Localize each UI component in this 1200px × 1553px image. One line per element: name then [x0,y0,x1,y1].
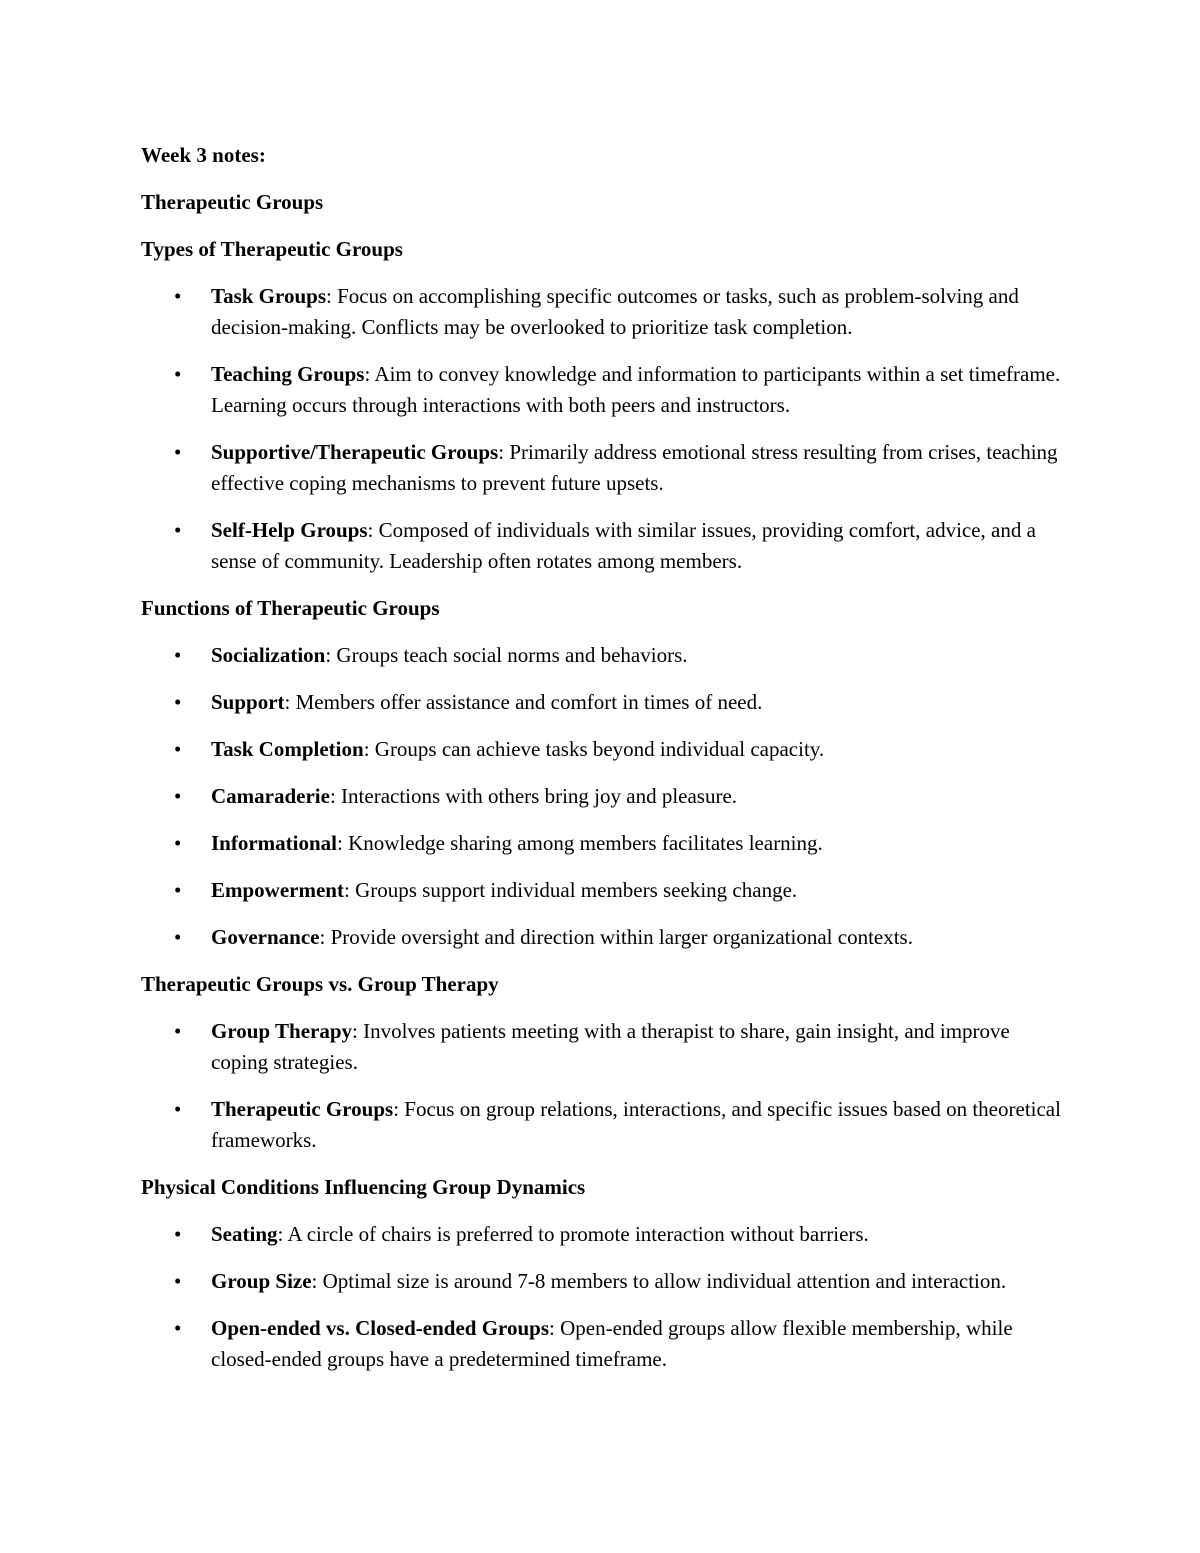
item-term: Support [211,690,285,714]
section-heading: Types of Therapeutic Groups [141,237,403,261]
bullet-icon: • [174,1019,182,1043]
item-description: : Focus on group relations, interactions, and specific issues based on theoretical frameworks. [211,1097,1061,1152]
main-heading: Therapeutic Groups [141,190,324,214]
item-description: : Knowledge sharing among members facilitates learning. [337,831,823,855]
bullet-list [141,281,1071,577]
item-term: Task Completion [211,737,364,761]
item-term: Group Size [211,1269,312,1293]
section-heading: Physical Conditions Influencing Group Dynamics [141,1175,586,1199]
item-description: : Composed of individuals with similar issues, providing comfort, advice, and a sense of community. Leadership often rotates among members. [211,518,1036,573]
bullet-icon: • [174,1269,182,1293]
sections-container [141,234,1071,1375]
bullet-icon: • [174,737,182,761]
item-description: : A circle of chairs is preferred to promote interaction without barriers. [277,1222,869,1246]
item-term: Therapeutic Groups [211,1097,394,1121]
item-description: : Groups support individual members seeking change. [343,878,798,902]
bullet-list [141,640,1071,953]
item-description: : Members offer assistance and comfort in times of need. [284,690,763,714]
bullet-list [141,1219,1071,1375]
item-term: Socialization [211,643,326,667]
list-item [141,1094,1071,1156]
document-title: Week 3 notes: [141,143,266,167]
bullet-icon: • [174,1097,182,1121]
list-item [141,515,1071,577]
item-term: Open-ended vs. Closed-ended Groups [211,1316,550,1340]
bullet-icon: • [174,784,182,808]
item-term: Seating [211,1222,278,1246]
bullet-icon: • [174,362,182,386]
item-term: Informational [211,831,337,855]
bullet-icon: • [174,518,182,542]
bullet-icon: • [174,831,182,855]
bullet-icon: • [174,690,182,714]
bullet-icon: • [174,643,182,667]
list-item [141,687,1071,718]
bullet-icon: • [174,1222,182,1246]
bullet-icon: • [174,440,182,464]
item-term: Camaraderie [211,784,330,808]
list-item [141,1266,1071,1297]
item-description: : Involves patients meeting with a therapist to share, gain insight, and improve coping strategies. [211,1019,1010,1074]
list-item [141,359,1071,421]
bullet-list [141,1016,1071,1156]
section-heading: Functions of Therapeutic Groups [141,596,440,620]
list-item [141,1016,1071,1078]
item-term: Supportive/Therapeutic Groups [211,440,499,464]
item-description: : Open-ended groups allow flexible membership, while closed-ended groups have a predetermined timeframe. [211,1316,1013,1371]
item-term: Teaching Groups [211,362,365,386]
list-item [141,781,1071,812]
list-item [141,875,1071,906]
item-description: : Groups teach social norms and behaviors. [325,643,688,667]
item-description: : Groups can achieve tasks beyond individual capacity. [363,737,825,761]
bullet-icon: • [174,925,182,949]
item-description: : Provide oversight and direction within larger organizational contexts. [319,925,913,949]
list-item [141,281,1071,343]
item-term: Task Groups [211,284,326,308]
item-term: Group Therapy [211,1019,353,1043]
bullet-icon: • [174,1316,182,1340]
list-item [141,640,1071,671]
section-heading: Therapeutic Groups vs. Group Therapy [141,972,499,996]
list-item [141,1313,1071,1375]
document-page [141,140,1071,1391]
item-description: : Aim to convey knowledge and information to participants within a set timeframe. Learning occurs through interactions with both peers and instructors. [211,362,1061,417]
list-item [141,1219,1071,1250]
item-description: : Interactions with others bring joy and pleasure. [329,784,738,808]
item-term: Empowerment [211,878,344,902]
item-description: : Optimal size is around 7-8 members to allow individual attention and interaction. [311,1269,1007,1293]
list-item [141,922,1071,953]
bullet-icon: • [174,878,182,902]
list-item [141,734,1071,765]
item-description: : Focus on accomplishing specific outcomes or tasks, such as problem-solving and decision-making. Conflicts may be overlooked to prioritize task completion. [211,284,1019,339]
item-term: Self-Help Groups [211,518,368,542]
item-description: : Primarily address emotional stress resulting from crises, teaching effective coping mechanisms to prevent future upsets. [211,440,1058,495]
bullet-icon: • [174,284,182,308]
list-item [141,437,1071,499]
list-item [141,828,1071,859]
item-term: Governance [211,925,320,949]
